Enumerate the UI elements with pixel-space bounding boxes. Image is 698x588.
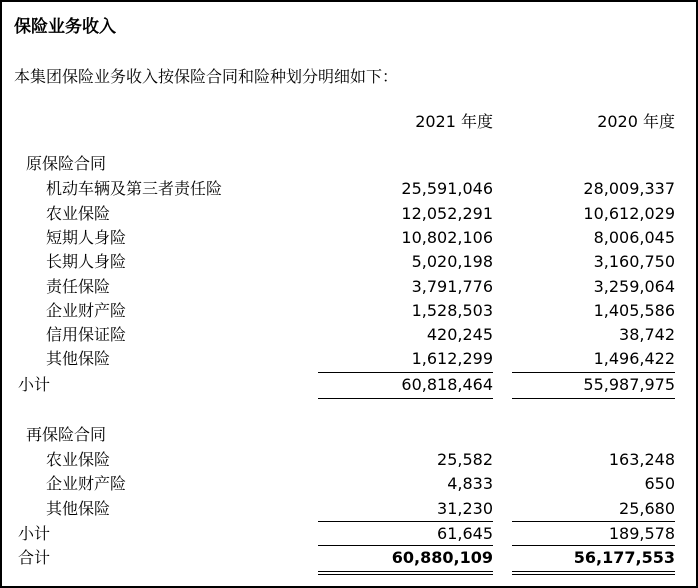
value-2021: 3,791,776 — [411, 277, 493, 296]
subtotal-2021: 61,645 — [437, 524, 493, 543]
row-label: 农业保险 — [46, 204, 111, 223]
total-double-rule — [318, 574, 493, 575]
intro-text: 本集团保险业务收入按保险合同和险种划分明细如下： — [14, 67, 399, 86]
value-2020: 28,009,337 — [583, 179, 675, 198]
value-2021: 420,245 — [426, 325, 493, 344]
table-row — [0, 202, 698, 226]
subtotal-2020: 55,987,975 — [583, 375, 675, 394]
total-row — [0, 546, 698, 570]
value-2021: 31,230 — [437, 499, 493, 518]
value-2021: 10,802,106 — [401, 228, 493, 247]
total-label: 合计 — [18, 548, 51, 567]
value-2020: 25,680 — [619, 499, 675, 518]
table-row — [0, 472, 698, 496]
table-row — [0, 275, 698, 299]
value-2020: 3,259,064 — [593, 277, 675, 296]
value-2020: 38,742 — [619, 325, 675, 344]
value-2021: 1,528,503 — [411, 301, 493, 320]
column-header-2021: 2021 年度 — [415, 112, 493, 131]
value-2020: 1,496,422 — [593, 349, 675, 368]
value-2021: 12,052,291 — [401, 204, 493, 223]
row-label: 其他保险 — [46, 499, 111, 518]
value-2021: 25,582 — [437, 450, 493, 469]
reinsurance-contracts-heading: 再保险合同 — [26, 425, 107, 444]
subtotal-row — [0, 373, 698, 397]
value-2021: 4,833 — [447, 474, 493, 493]
reinsurance-contracts-heading-row — [0, 423, 698, 447]
row-label: 短期人身险 — [46, 228, 127, 247]
row-label: 企业财产险 — [46, 301, 127, 320]
row-label: 农业保险 — [46, 450, 111, 469]
value-2020: 163,248 — [608, 450, 675, 469]
subtotal-bottom-rule — [318, 398, 493, 399]
subtotal-row — [0, 522, 698, 546]
table-row — [0, 323, 698, 347]
section-title: 保险业务收入 — [14, 17, 116, 37]
original-contracts-heading: 原保险合同 — [26, 154, 107, 173]
original-contracts-heading-row — [0, 152, 698, 176]
column-header-row — [0, 110, 698, 134]
subtotal-label: 小计 — [18, 524, 51, 543]
total-double-rule — [318, 571, 493, 572]
subtotal-2021: 60,818,464 — [401, 375, 493, 394]
value-2020: 8,006,045 — [593, 228, 675, 247]
value-2020: 1,405,586 — [593, 301, 675, 320]
table-row — [0, 226, 698, 250]
value-2020: 10,612,029 — [583, 204, 675, 223]
subtotal-label: 小计 — [18, 375, 51, 394]
row-label: 长期人身险 — [46, 252, 127, 271]
table-row — [0, 448, 698, 472]
value-2021: 25,591,046 — [401, 179, 493, 198]
table-row — [0, 177, 698, 201]
row-label: 信用保证险 — [46, 325, 127, 344]
total-double-rule — [512, 571, 675, 572]
value-2020: 650 — [644, 474, 675, 493]
value-2021: 1,612,299 — [411, 349, 493, 368]
table-row — [0, 497, 698, 521]
value-2021: 5,020,198 — [411, 252, 493, 271]
table-row — [0, 347, 698, 371]
total-2021: 60,880,109 — [391, 548, 493, 567]
subtotal-2020: 189,578 — [608, 524, 675, 543]
column-header-2020: 2020 年度 — [597, 112, 675, 131]
row-label: 责任保险 — [46, 277, 111, 296]
row-label: 机动车辆及第三者责任险 — [46, 179, 223, 198]
total-2020: 56,177,553 — [573, 548, 675, 567]
table-row — [0, 299, 698, 323]
row-label: 其他保险 — [46, 349, 111, 368]
row-label: 企业财产险 — [46, 474, 127, 493]
subtotal-bottom-rule — [512, 398, 675, 399]
table-row — [0, 250, 698, 274]
value-2020: 3,160,750 — [593, 252, 675, 271]
total-double-rule — [512, 574, 675, 575]
